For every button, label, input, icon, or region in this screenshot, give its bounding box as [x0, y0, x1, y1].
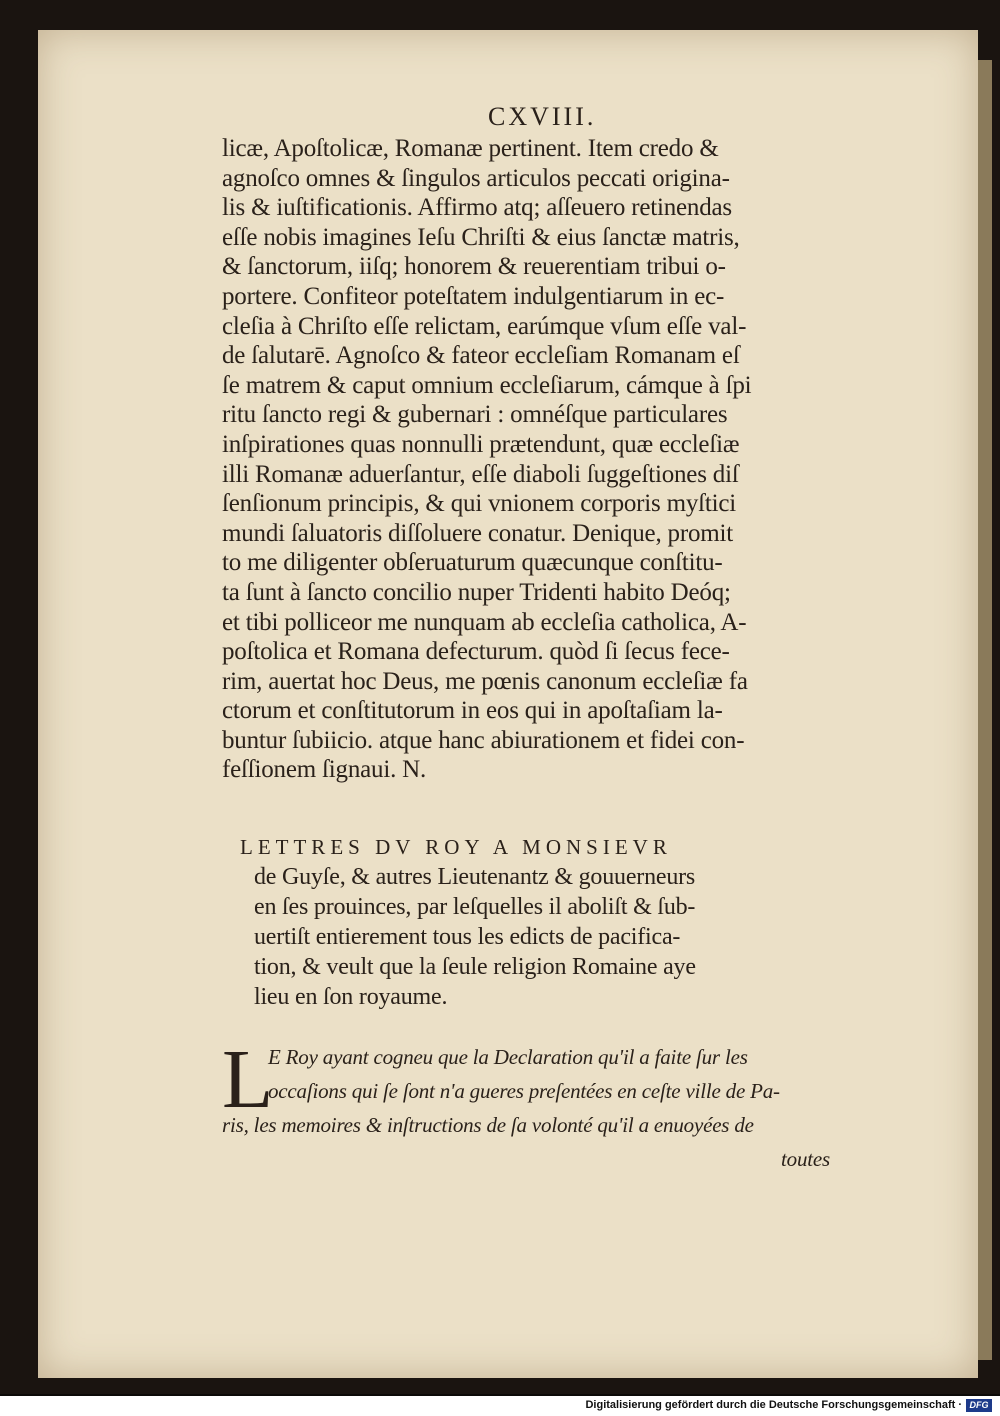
text-line: de ſalutarē. Agnoſco & fateor eccleſiam Romanam eſ: [222, 342, 740, 370]
text-line: cleſia à Chriſto eſſe relictam, earúmque vſum eſſe val-: [222, 312, 747, 340]
heading-line: uertiſt entierement tous les edicts de pacifica-: [254, 924, 681, 950]
dfg-logo-icon: DFG: [966, 1399, 992, 1412]
heading-line: en ſes prouinces, par leſquelles il aboliſt & ſub-: [254, 894, 696, 920]
letter-line: occaſions qui ſe ſont n'a gueres preſentées en ceſte ville de Pa-: [268, 1079, 780, 1103]
text-line: to me diligenter obſeruaturum quæcunque conſtitu-: [222, 549, 723, 577]
text-line: buntur ſubiicio. atque hanc abiurationem et fidei con-: [222, 726, 745, 754]
letter-line: E Roy ayant cogneu que la Declaration qu'il a faite ſur les: [268, 1045, 748, 1069]
letter-line: ris, les memoires & inſtructions de ſa volonté qu'il a enuoyées de: [222, 1113, 754, 1137]
heading-title-line: LETTRES DV ROY A MONSIEVR: [240, 835, 672, 859]
text-line: poſtolica et Romana defecturum. quòd ſi ſecus fece-: [222, 638, 730, 666]
heading-line: de Guyſe, & autres Lieutenantz & gouuerneurs: [254, 864, 696, 890]
page-edge: [978, 60, 992, 1360]
text-line: illi Romanæ aduerſantur, eſſe diaboli ſuggeſtiones diſ: [222, 460, 739, 488]
text-line: inſpirationes quas nonnulli prætendunt, quæ eccleſiæ: [222, 430, 740, 458]
footer-credit: Digitalisierung gefördert durch die Deutsche Forschungsgemeinschaft ·: [585, 1399, 962, 1411]
text-line: eſſe nobis imagines Ieſu Chriſti & eius ſanctæ matris,: [222, 223, 740, 251]
digitization-footer: [0, 1396, 1000, 1416]
text-line: mundi ſaluatoris diſſoluere conatur. Denique, promit: [222, 519, 734, 547]
text-line: ritu ſancto regi & gubernari : omnéſque particulares: [222, 401, 728, 429]
text-line: ta ſunt à ſancto concilio nuper Tridenti habito Deóq;: [222, 578, 731, 606]
text-line: agnoſco omnes & ſingulos articulos peccati origina-: [222, 164, 730, 192]
text-line: portere. Confiteor poteſtatem indulgentiarum in ec-: [222, 282, 725, 310]
text-line: ſe matrem & caput omnium eccleſiarum, cámque à ſpi: [222, 371, 752, 399]
folio-number: CXVIII.: [488, 102, 597, 131]
letter-body: [222, 1033, 842, 1176]
drop-capital: L: [222, 1033, 274, 1126]
heading-line: lieu en ſon royaume.: [254, 984, 448, 1010]
text-line: feſſionem ſignaui. N.: [222, 756, 427, 784]
heading-line: tion, & veult que la ſeule religion Romaine aye: [254, 954, 696, 980]
letter-heading: [240, 832, 860, 1012]
text-line: rim, auertat hoc Deus, me pœnis canonum eccleſiæ fa: [222, 667, 748, 695]
text-line: ſenſionum principis, & qui vnionem corporis myſtici: [222, 490, 737, 518]
latin-abjuration-text: [222, 134, 842, 785]
text-line: & ſanctorum, iiſq; honorem & reuerentiam tribui o-: [222, 253, 726, 281]
text-line: et tibi polliceor me nunquam ab eccleſia catholica, A-: [222, 608, 747, 636]
text-line: ctorum et conſtitutorum in eos qui in apoſtaſiam la-: [222, 697, 723, 725]
catchword: toutes: [781, 1147, 830, 1171]
text-line: lis & iuſtificationis. Affirmo atq; aſſeuero retinendas: [222, 194, 732, 222]
text-line: licæ, Apoſtolicæ, Romanæ pertinent. Item credo &: [222, 135, 719, 162]
